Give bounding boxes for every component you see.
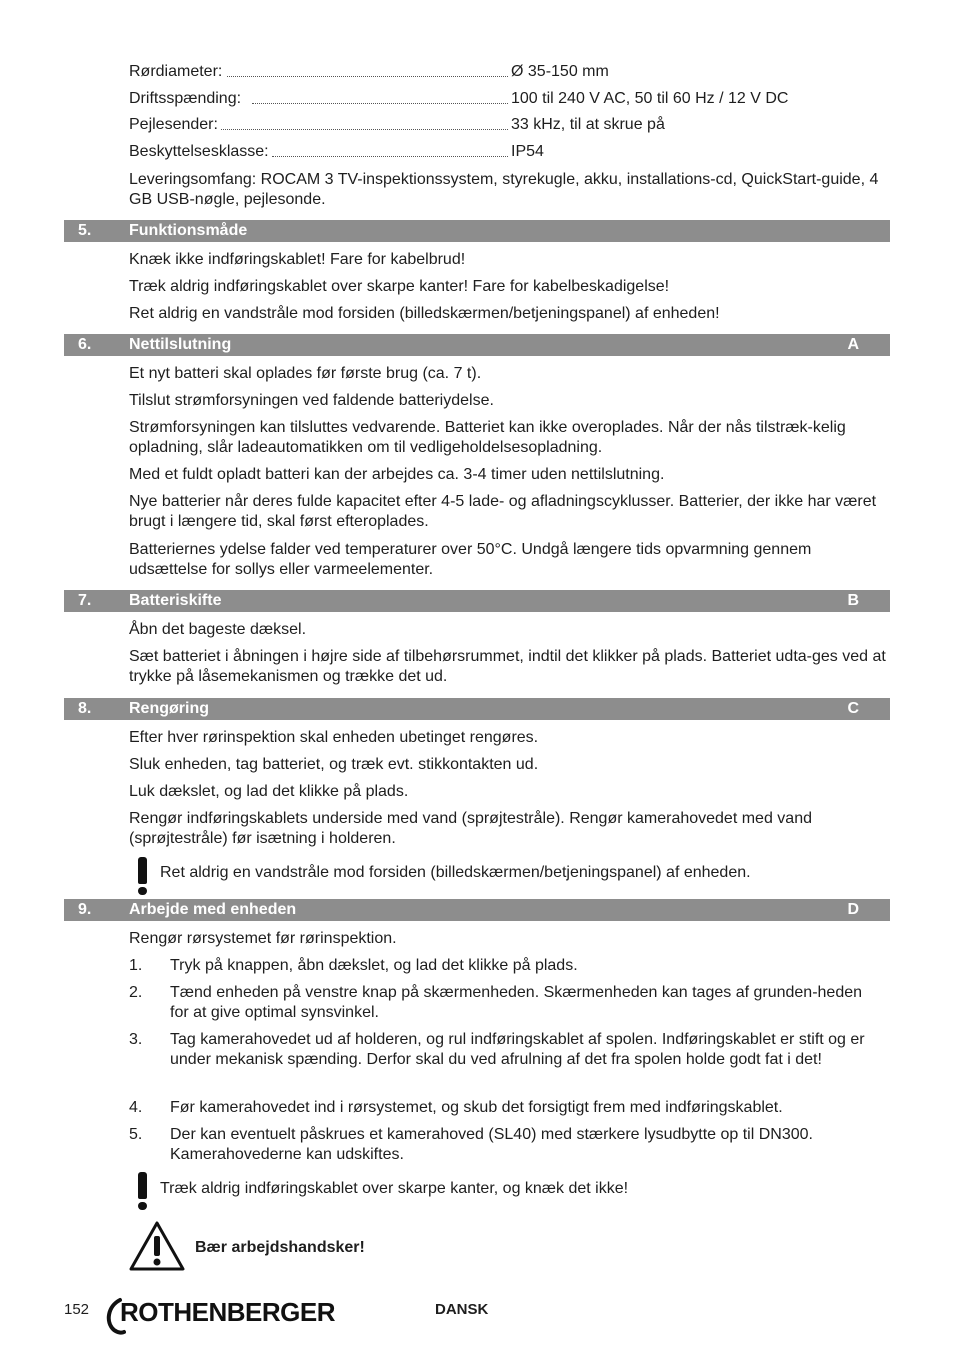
figure-ref: D: [847, 901, 859, 918]
step-number: 3.: [129, 1031, 143, 1048]
spec-row: [129, 115, 890, 135]
paragraph: Et nyt batteri skal oplades før første brug (ca. 7 t).: [129, 365, 482, 382]
section-header: [64, 334, 890, 356]
section-header: [64, 220, 890, 242]
paragraph: Batteriernes ydelse falder ved temperaturer over 50°C. Undgå længere tids opvarmning gennem udsættelse for sollys eller varmeelementer.: [129, 541, 812, 578]
paragraph: Rengør rørsystemet før rørinspektion.: [129, 930, 397, 947]
step-text: Før kamerahovedet ind i rørsystemet, og skub det forsigtigt frem med indføringskablet.: [170, 1099, 783, 1116]
step-number: 4.: [129, 1099, 143, 1116]
page-number: 152: [64, 1301, 90, 1318]
warning-text: Træk aldrig indføringskablet over skarpe kanter, og knæk det ikke!: [160, 1180, 629, 1197]
paragraph: Med et fuldt opladt batteri kan der arbejdes ca. 3-4 timer uden nettilslutning.: [129, 466, 665, 483]
spec-label: Rørdiameter:: [129, 63, 223, 80]
paragraph: Sæt batteriet i åbningen i højre side af tilbehørsrummet, indtil det klikker på plads. Batteriet udta-ges ved at trykke på låsemekanismen og trække det ud.: [129, 648, 886, 685]
step-number: 5.: [129, 1126, 143, 1143]
spec-value: Ø 35-150 mm: [511, 63, 609, 80]
paragraph: Nye batterier når deres fulde kapacitet efter 4-5 lade- og afladningscyklusser. Batterier, der ikke har været brugt i længere tid, skal først efteroplades.: [129, 493, 877, 530]
exclamation-icon: [136, 1172, 150, 1210]
section-number: 8.: [78, 700, 92, 717]
step-number: 2.: [129, 984, 143, 1001]
step-text: Tænd enheden på venstre knap på skærmenheden. Skærmenheden kan tages af grunden-heden for at give optimal synsvinkel.: [170, 984, 863, 1021]
step-number: 1.: [129, 957, 143, 974]
paragraph: Luk dækslet, og lad det klikke på plads.: [129, 783, 409, 800]
figure-ref: A: [847, 336, 859, 353]
delivery-text: Leveringsomfang: ROCAM 3 TV-inspektionssystem, styrekugle, akku, installations-cd, QuickStart-guide, 4 GB USB-nøgle, pejlesonde.: [129, 171, 879, 208]
paragraph: Træk aldrig indføringskablet over skarpe kanter! Fare for kabelbeskadigelse!: [129, 278, 670, 295]
paragraph: Efter hver rørinspektion skal enheden ubetinget rengøres.: [129, 729, 539, 746]
brand-logo: ROTHENBERGER: [120, 1297, 336, 1327]
section-header: [64, 698, 890, 720]
dot-leader: [252, 103, 508, 104]
dot-leader: [227, 76, 508, 77]
spec-label: Pejlesender:: [129, 116, 218, 133]
section-title: Batteriskifte: [129, 592, 222, 609]
paragraph: Åbn det bageste dæksel.: [129, 621, 307, 638]
figure-ref: C: [847, 700, 859, 717]
section-number: 7.: [78, 592, 92, 609]
spec-label: Driftsspænding:: [129, 90, 242, 107]
section-header: [64, 899, 890, 921]
paragraph: Sluk enheden, tag batteriet, og træk evt. stikkontakten ud.: [129, 756, 539, 773]
section-title: Nettilslutning: [129, 336, 232, 353]
section-number: 9.: [78, 901, 92, 918]
figure-ref: B: [847, 592, 859, 609]
section-title: Arbejde med enheden: [129, 901, 297, 918]
section-title: Rengøring: [129, 700, 209, 717]
paragraph: Rengør indføringskablets underside med vand (sprøjtestråle). Rengør kamerahovedet med vand (sprøjtestråle) før isætning i holderen.: [129, 810, 812, 847]
step-text: Tag kamerahovedet ud af holderen, og rul indføringskablet af spolen. Indføringskablet er stift og er under mekanisk spænding. Derfor skal du ved afrulning af det fra spolen holde godt fat i det!: [170, 1031, 865, 1068]
step-text: Tryk på knappen, åbn dækslet, og lad det klikke på plads.: [170, 957, 578, 974]
language-label: DANSK: [435, 1301, 489, 1318]
dot-leader: [272, 156, 508, 157]
spec-row: [129, 89, 890, 109]
spec-row: [129, 142, 890, 162]
exclamation-icon: [136, 857, 150, 895]
section-header: [64, 590, 890, 612]
paragraph: Knæk ikke indføringskablet! Fare for kabelbrud!: [129, 251, 466, 268]
section-number: 6.: [78, 336, 92, 353]
paragraph: Tilslut strømforsyningen ved faldende batteriydelse.: [129, 392, 494, 409]
spec-value: 100 til 240 V AC, 50 til 60 Hz / 12 V DC: [511, 90, 789, 107]
spec-row: [129, 62, 890, 82]
spec-label: Beskyttelsesklasse:: [129, 143, 269, 160]
step-text: Der kan eventuelt påskrues et kamerahoved (SL40) med stærkere lysudbytte op til DN300. Kamerahovederne kan udskiftes.: [170, 1126, 813, 1163]
paragraph: Ret aldrig en vandstråle mod forsiden (billedskærmen/betjeningspanel) af enheden!: [129, 305, 720, 322]
warning-triangle-icon: [128, 1220, 186, 1272]
paragraph: Strømforsyningen kan tilsluttes vedvarende. Batteriet kan ikke overoplades. Når der nås tilstræk-kelig opladning, slår ladeautomatikken om til vedligeholdelsesopladning.: [129, 419, 846, 456]
warning-text: Ret aldrig en vandstråle mod forsiden (billedskærmen/betjeningspanel) af enheden.: [160, 864, 751, 881]
section-number: 5.: [78, 222, 92, 239]
spec-value: IP54: [511, 143, 544, 160]
dot-leader: [221, 129, 508, 130]
caution-text: Bær arbejdshandsker!: [195, 1239, 365, 1256]
section-title: Funktionsmåde: [129, 222, 248, 239]
spec-value: 33 kHz, til at skrue på: [511, 116, 665, 133]
